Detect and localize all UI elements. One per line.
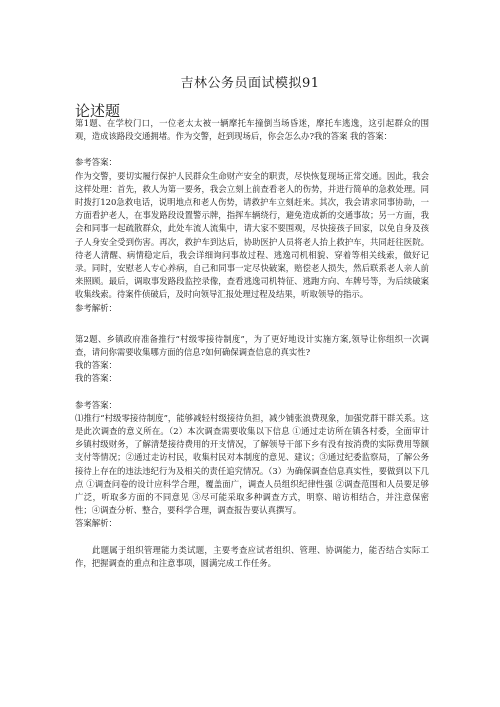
analysis-label: 参考解析： xyxy=(75,302,117,313)
reference-answer-label: 参考答案： xyxy=(75,157,117,168)
section-heading: 论述题 xyxy=(75,102,121,120)
reference-answer-2: ⑴推行“村级零接待制度”，能够减轻村级接待负担，减少铺张浪费现象，加强党群干群关系。这是此次调查的意义所在。（2）本次调查需要收集以下信息 ①通过走访所在镇各村委，全面审计乡镇村级财务，了解清楚接待费用的开支情况，了解领导干部下乡有没有按消费的实际费用等额支付等情况；②通过走访村民，收集村民对本制度的意见、建议；③通过纪委监察局，了解公务接待上存在的违法违纪行为及相关的责任追究情况。（3）为确保调查信息真实性，要做到以下几点 ①调查问卷的设计应科学合理，覆盖面广，调查人员组织纪律性强 ②调查范围和人员要足够广泛，听取多方面的不同意见 ③尽可能采取多种调查方式，明察、暗访相结合，并注意保密性；④调查分析、整合，要科学合理，调查报告要认真撰写。 xyxy=(75,412,429,516)
question-1: 第1题、在学校门口，一位老太太被一辆摩托车撞倒当场昏迷，摩托车逃逸，这引起群众的围观，造成该路段交通拥堵。作为交警，赶到现场后，你会怎么办?我的答案 我的答案： xyxy=(75,118,429,142)
page-title: 吉林公务员面试模拟91 xyxy=(180,76,320,91)
reference-answer-1: 作为交警，要切实履行保护人民群众生命财产安全的职责，尽快恢复现场正常交通。因此，我会这样处理：首先，救人为第一要务，我会立刻上前查看老人的伤势，并进行简单的急救处理。同时拨打120急救电话，说明地点和老人伤势，请救护车立刻赶来。其次，我会请求同事协助，一方面看护老人，在事发路段设置警示牌，指挥车辆绕行，避免造成新的交通事故；另一方面，我会和同事一起疏散群众，此处车流人流集中，请大家不要围观，尽快接孩子回家，以免自身及孩子人身安全受到伤害。再次，救护车到达后，协助医护人员将老人抬上救护车，共同赶往医院。待老人清醒、病情稳定后，我会详细询问事故过程、逃逸司机相貌、穿着等相关线索，做好记录。同时，安慰老人专心养病，自己和同事一定尽快破案，赔偿老人损失，然后联系老人亲人前来照顾。最后，调取事发路段监控录像，查看逃逸司机特征、逃跑方向、车牌号等，为后续破案收集线索。待案件侦破后，及时向领导汇报处理过程及结果，听取领导的指示。 xyxy=(75,170,429,300)
analysis-text: 此题属于组织管理能力类试题，主要考查应试者组织、管理、协调能力，能否结合实际工作，把握调查的重点和注意事项，圆满完成工作任务。 xyxy=(75,544,429,568)
question-2: 第2题、乡镇政府准备推行“村级零接待制度”，为了更好地设计实施方案,领导让你组织一次调查，请问你需要收集哪方面的信息?如何确保调查信息的真实性? xyxy=(75,333,429,358)
my-answer-label: 我的答案： xyxy=(75,360,117,371)
analysis-label: 答案解析： xyxy=(75,518,117,529)
my-answer-label: 我的答案： xyxy=(75,373,117,384)
document-body xyxy=(75,117,429,570)
reference-answer-label: 参考答案： xyxy=(75,399,117,410)
